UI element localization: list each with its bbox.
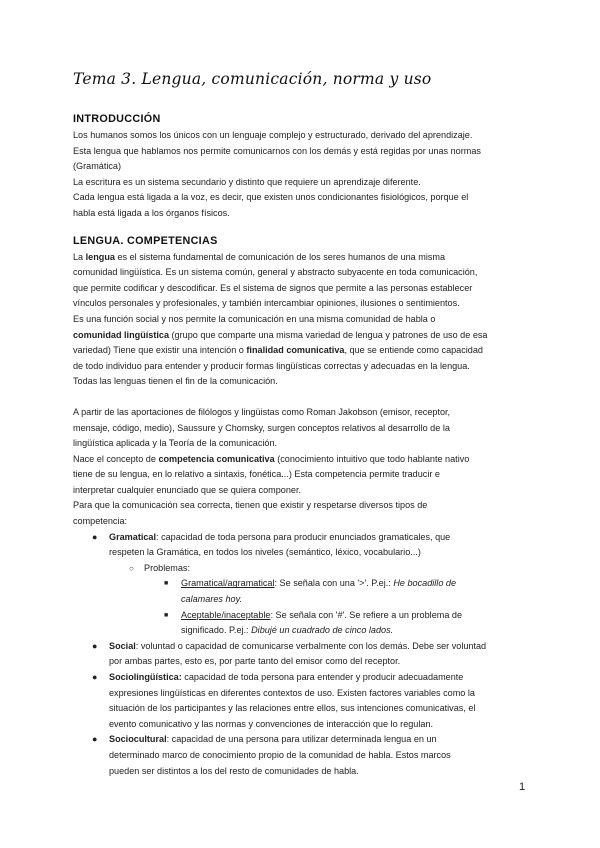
page-number: 1 — [519, 781, 526, 793]
lengua-line: Es una función social y nos permite la comunicación en una misma comunidad de habla o — [73, 313, 436, 324]
bullet-icon: ● — [92, 531, 98, 542]
list-item-gramatical-agramatical: ■ Gramatical/agramatical: Se señala con una '>'. P.ej.: He bocadillo de calamares hoy. — [164, 578, 457, 605]
intro-line: Cada lengua está ligada a la voz, es decir, que existen unos condicionantes fisiológicos, porque el — [73, 192, 469, 203]
intro-heading: INTRODUCCIÓN — [73, 113, 161, 125]
lengua-line: competencia: — [73, 516, 128, 527]
lengua-line: vínculos personales y profesionales, y también intercambiar opiniones, ilusiones o sentimientos. — [73, 298, 460, 309]
lengua-heading: LENGUA. COMPETENCIAS — [73, 234, 218, 247]
intro-line: habla está ligada a los órganos físicos. — [73, 207, 230, 218]
lengua-line: Para que la comunicación sea correcta, tienen que existir y respetarse diversos tipos de — [73, 500, 428, 511]
lengua-line: variedad) Tiene que existir una intención o finalidad comunicativa, que se entiende como capacidad — [73, 345, 483, 356]
circle-bullet-icon: ○ — [129, 563, 134, 573]
list-item-sociocultural: ● Sociocultural: capacidad de una persona para utilizar determinada lengua en un determinado marco de conocimiento propio de la comunidad de habla. Estos marcos pueden ser distintos a los del resto de comunidades de habla. — [92, 734, 451, 776]
page-title: Tema 3. Lengua, comunicación, norma y uso — [73, 70, 432, 88]
list-item-sociolinguistica: ● Sociolingüística: capacidad de toda persona para entender y producir adecuadamente expresiones lingüísticas en diferentes contextos de uso. Existen factores variables como la situación de los participantes y las relaciones entre ellos, sus intenciones comunicativas, el evento comunicativo y las normas y convenciones de interacción que lo regulan. — [92, 672, 476, 729]
list-item-problemas: ○ Problemas: — [73, 561, 533, 577]
bullet-icon: ● — [92, 672, 98, 682]
document-body — [73, 112, 533, 779]
lengua-line: lingüística aplicada y la Teoría de la comunicación. — [73, 438, 278, 449]
intro-line: (Gramática) — [73, 161, 121, 172]
intro-line: Los humanos somos los únicos con un lenguaje complejo y estructurado, derivado del aprendizaje. — [73, 130, 473, 140]
square-bullet-icon: ■ — [164, 611, 169, 619]
lengua-line: La lengua es el sistema fundamental de comunicación de los seres humanos de una misma — [73, 251, 446, 262]
lengua-line: de todo individuo para entender y producir formas lingüísticas correctas y adecuadas en la lengua. — [73, 360, 470, 371]
lengua-line: interpretar cualquier enunciado que se quiera componer. — [73, 484, 301, 495]
list-item-social: ● Social: voluntad o capacidad de comunicarse verbalmente con los demás. Debe ser voluntad por ambas partes, esto es, por parte tanto del emisor como del receptor. — [92, 640, 487, 667]
list-item-aceptable-inaceptable: ■ Aceptable/inaceptable: Se señala con '#'. Se refiere a un problema de significado. P.ej.: Dibujé un cuadrado de cinco lados. — [164, 609, 463, 636]
list-item-gramatical: ● Gramatical: capacidad de toda persona para producir enunciados gramaticales, que respeten la Gramática, en todos los niveles (semántico, léxico, vocabulario...) — [92, 531, 451, 558]
square-bullet-icon: ■ — [164, 580, 169, 588]
lengua-line: Todas las lenguas tienen el fin de la comunicación. — [73, 376, 278, 387]
competence-list — [73, 530, 533, 780]
lengua-line: comunidad lingüística. Es un sistema común, general y abstracto subyacente en toda comunicación, — [73, 267, 478, 278]
lengua-line: A partir de las aportaciones de filólogos y lingüistas como Roman Jakobson (emisor, receptor, — [73, 406, 451, 417]
bullet-icon: ● — [92, 640, 98, 651]
bullet-icon: ● — [92, 734, 98, 745]
intro-line: Esta lengua que hablamos nos permite comunicarnos con los demás y está regidas por unas normas — [73, 145, 481, 156]
lengua-line: que permite codificar y descodificar. Es el sistema de signos que permite a las personas establecer — [73, 282, 473, 293]
lengua-line: comunidad lingüística (grupo que comparte una misma variedad de lengua y patrones de uso de esa — [73, 329, 488, 340]
lengua-line: Nace el concepto de competencia comunicativa (conocimiento intuitivo que todo hablante nativo — [73, 453, 470, 464]
lengua-line: tiene de su lengua, en lo relativo a sintaxis, fonética...) Esta competencia permite traducir e — [73, 469, 440, 480]
lengua-line: mensaje, código, medio), Saussure y Chomsky, surgen conceptos relativos al desarrollo de la — [73, 422, 450, 433]
intro-line: La escritura es un sistema secundario y distinto que requiere un aprendizaje diferente. — [73, 176, 421, 187]
